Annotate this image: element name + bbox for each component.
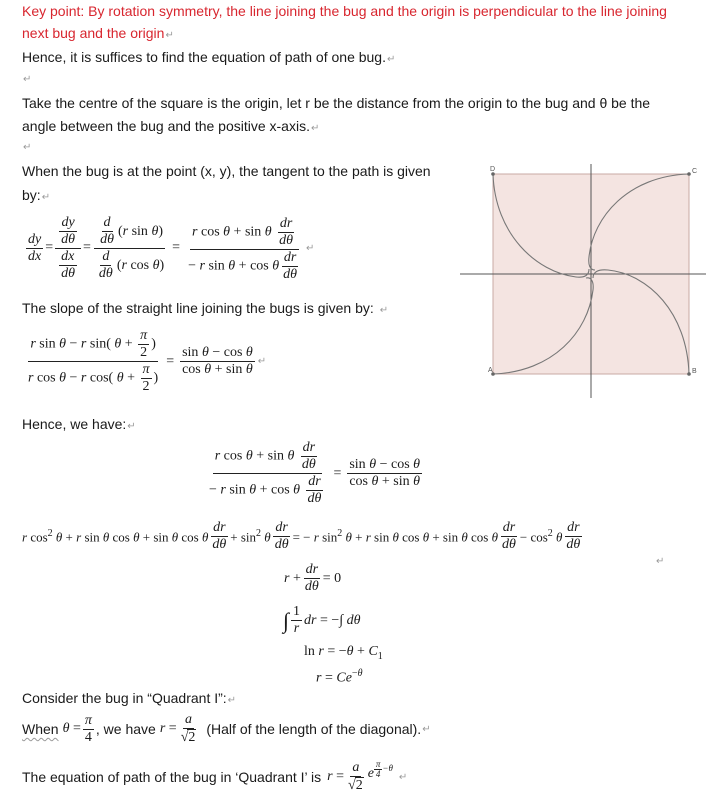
- log-equation: $\ln r = -\theta + C_1$: [304, 644, 383, 662]
- label-b: B: [692, 368, 697, 375]
- integral-equation: ∫ 1 r dr = −∫ dθ: [283, 604, 361, 636]
- bug-pursuit-figure: [458, 162, 708, 402]
- slope-equation: r sin θ − r sin( θ + $\frac{\pi}{2}$ ) r cos θ − r cos( θ + $\frac{\pi}{2}$ ) = $\frac{\text{sin θ − cos θ}}{\text{cos θ + sin θ}}$ ↵: [28, 328, 267, 394]
- equality-equation: r cos θ + sin θ $\frac{dr}{d\theta}$ − r sin θ + cos θ $\frac{dr}{d\theta}$ = $\frac{\text{sin θ − cos θ}}{\text{cos θ + sin θ}}$: [209, 440, 421, 506]
- consider-paragraph: Consider the bug in “Quadrant I”:↵: [22, 690, 237, 706]
- label-a: A: [488, 367, 493, 374]
- label-d: D: [490, 166, 496, 173]
- when-condition-line: When θ = $\frac{\pi}{4}$ , we have r = $\frac{a}{√2}$ (Half of the length of the diagonal). ↵: [22, 712, 431, 745]
- hence-we-have: Hence, we have:↵: [22, 416, 136, 432]
- when-paragraph-line-2: by:↵: [22, 187, 51, 203]
- paragraph-mark: ↵: [656, 556, 665, 567]
- paragraph-mark: ↵: [23, 142, 32, 153]
- expanded-equation: r $\cos^2 \theta + r$ sin θ cos θ + sin θ cos θ dr dθ + $\sin^2 \theta$ $\frac{dr}{d\theta}$ = − r $\sin^2 \theta + r$ sin θ cos θ + sin θ cos θ dr dθ − $\cos^2 \theta$ dr dθ: [22, 520, 581, 552]
- slope-paragraph: The slope of the straight line joining the bugs is given by: ↵: [22, 300, 389, 316]
- hence-paragraph: Hence, it is suffices to find the equation of path of one bug.↵: [22, 49, 396, 65]
- differential-equation: r + $\frac{dr}{d\theta}$ = 0: [284, 562, 342, 594]
- tangent-equation: $\frac{dy}{dx}$ = $\frac{dy}{d\theta}$ dx dθ = $\frac{d}{d\theta}$ (r sin θ) $\frac{d}{d\theta}$ (r cos θ) = r cos θ + sin θ $\frac{dr}{d\theta}$ − r sin θ + cos θ $\frac{dr}{d\theta}$ ↵: [28, 214, 315, 282]
- take-paragraph-line-1: Take the centre of the square is the origin, let r be the distance from the origin to the bug and θ be the: [22, 95, 651, 111]
- label-c: C: [692, 168, 698, 175]
- equation-of-path-line: The equation of path of the bug in ‘Quadrant I’ is r = $\frac{a}{√2}$ e $^{\frac{\pi}{4} -\theta}$ ↵: [22, 758, 408, 793]
- key-point-line-2: next bug and the origin↵: [22, 25, 174, 41]
- when-paragraph-line-1: When the bug is at the point (x, y), the tangent to the path is given: [22, 163, 431, 179]
- solution-equation: $r = Ce^{-\theta}$: [316, 668, 363, 686]
- paragraph-mark: ↵: [23, 74, 32, 85]
- key-point-line-1: Key point: By rotation symmetry, the line joining the bug and the origin is perpendicular to the line joining: [22, 3, 667, 19]
- take-paragraph-line-2: angle between the bug and the positive x-axis.↵: [22, 118, 320, 134]
